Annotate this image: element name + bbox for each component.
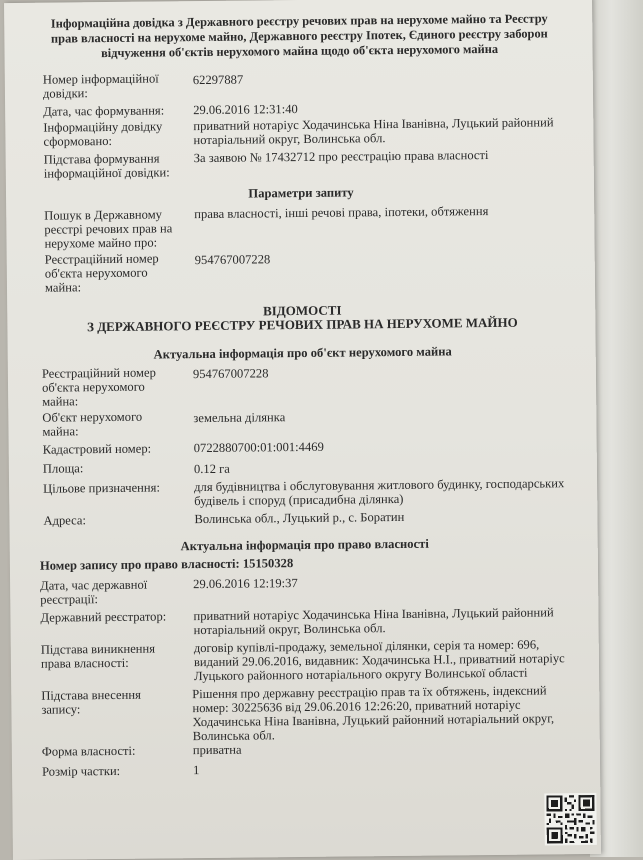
ownership-form-value: приватна (192, 742, 242, 758)
cadastral-value: 0722880700:01:001:4469 (193, 439, 324, 456)
registrar-value-1: приватний нотаріус Ходачинська Ніна Іванівна, Луцький районний (193, 605, 554, 624)
basis-label-2: інформаційної довідки: (43, 165, 170, 181)
share-size-label: Розмір частки: (41, 763, 121, 779)
document-page (4, 0, 601, 860)
object-regnum-label-1: Реєстраційний номер (41, 365, 156, 381)
query-regnum-value: 954767007228 (194, 252, 271, 268)
ownership-basis-value-2: виданий 29.06.2016, видавник: Ходачинська Н.І., приватний нотаріус (193, 651, 565, 670)
purpose-value-2: будівель і споруд (присадибна ділянка) (194, 491, 404, 509)
area-value: 0.12 га (193, 461, 230, 477)
reg-date-label-1: Дата, час державної (40, 577, 148, 593)
ownership-basis-value-1: договір купівлі-продажу, земельної ділянки, серія та номер: 696, (193, 637, 540, 656)
purpose-value-1: для будівництва і обслуговування житлового будинку, господарських (194, 476, 565, 495)
entry-basis-value-1: Рішення про державну реєстрацію прав та їх обтяжень, індексний (192, 683, 547, 702)
query-regnum-label-3: майна: (44, 280, 82, 295)
search-label-2: реєстрі речових прав на (44, 221, 173, 237)
address-value: Волинська обл., Луцький р., с. Боратин (194, 509, 405, 527)
object-type-label-1: Об'єкт нерухомого (42, 409, 143, 425)
reg-date-value: 29.06.2016 12:19:37 (193, 576, 298, 592)
entry-basis-value-3: Ходачинська Ніна Іванівна, Луцький районний нотаріальний округ, (192, 711, 555, 730)
share-size-value: 1 (192, 763, 200, 778)
object-regnum-label-2: об'єкта нерухомого (41, 379, 145, 395)
ownership-title: Актуальна інформація про право власності (180, 536, 429, 554)
number-label-1: Номер інформаційної (42, 71, 159, 87)
header-line-2: прав власності на нерухоме майно, Державного реєстру Іпотек, Єдиного реєстру заборон (50, 26, 548, 46)
entry-basis-value-4: Волинська обл. (192, 728, 275, 744)
section-title-2: З ДЕРЖАВНОГО РЕЄСТРУ РЕЧОВИХ ПРАВ НА НЕРУХОМЕ МАЙНО (87, 314, 518, 335)
object-regnum-label-3: майна: (42, 394, 79, 409)
entry-basis-value-2: номер: 30225636 від 29.06.2016 12:26:20, приватний нотаріус (192, 697, 521, 716)
number-value: 62297887 (192, 72, 244, 88)
query-title: Параметри запиту (248, 185, 354, 201)
cadastral-label: Кадастровий номер: (42, 441, 152, 457)
formed-value-1: приватний нотаріус Ходачинська Ніна Іванівна, Луцький районний (193, 115, 554, 134)
ownership-basis-label-2: права власності: (40, 655, 129, 671)
basis-label-1: Підстава формування (43, 151, 160, 167)
search-label-1: Пошук в Державному (44, 207, 162, 223)
formed-label-1: Інформаційну довідку (43, 119, 163, 135)
date-value: 29.06.2016 12:31:40 (193, 102, 298, 118)
query-regnum-label-2: об'єкта нерухомого (44, 265, 148, 281)
reg-date-label-2: реєстрації: (40, 592, 99, 607)
entry-basis-label-1: Підстава внесення (41, 687, 141, 703)
number-label-2: довідки: (42, 86, 88, 101)
ownership-basis-value-3: Луцького районного нотаріального округу Волинської області (194, 665, 528, 684)
object-regnum-value: 954767007228 (192, 366, 269, 382)
search-label-3: нерухоме майно про: (44, 235, 158, 251)
section-title-1: ВІДОМОСТІ (262, 302, 342, 319)
header-line-1: Інформаційна довідка з Державного реєстру речових прав на нерухоме майно та Реєстру (50, 11, 548, 31)
ownership-form-label: Форма власності: (41, 743, 136, 759)
basis-value: За заявою № 17432712 про реєстрацію права власності (193, 148, 489, 166)
registrar-value-2: нотаріальний округ, Волинська обл. (193, 621, 386, 638)
object-type-value: земельна ділянка (193, 410, 286, 426)
purpose-label: Цільове призначення: (43, 480, 160, 496)
search-value: права власності, інші речові права, іпотеки, обтяження (194, 204, 489, 222)
ownership-record-number: Номер запису про право власності: 15150328 (39, 556, 294, 573)
object-type-label-2: майна: (42, 424, 79, 439)
entry-basis-label-2: запису: (41, 702, 81, 717)
qr-code-icon (544, 793, 597, 846)
formed-value-2: нотаріальний округ, Волинська обл. (193, 131, 386, 148)
address-label: Адреса: (43, 513, 87, 528)
area-label: Площа: (42, 461, 84, 476)
header-line-3: відчуження об'єктів нерухомого майна щодо об'єкта нерухомого майна (100, 41, 499, 61)
ownership-basis-label-1: Підстава виникнення (40, 641, 156, 657)
registrar-label: Державний реєстратор: (40, 609, 167, 625)
query-regnum-label-1: Реєстраційний номер (44, 251, 159, 267)
formed-label-2: сформовано: (43, 133, 113, 149)
object-title: Актуальна інформація про об'єкт нерухомого майна (153, 344, 452, 362)
date-label: Дата, час формування: (43, 103, 165, 119)
